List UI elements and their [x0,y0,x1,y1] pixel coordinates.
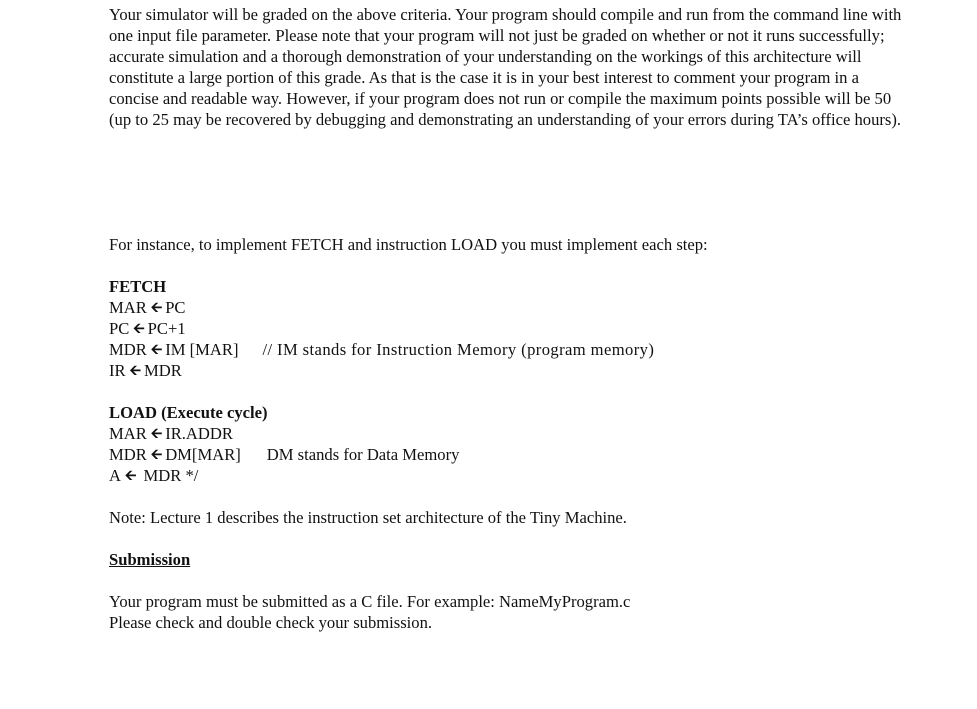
step-src: DM[MAR] [165,445,241,464]
step-src: IM [MAR] [165,340,239,359]
spacer [109,255,909,276]
spacer [109,381,909,402]
fetch-step [109,297,909,318]
step-dest: MAR [109,298,147,317]
step-src: PC [165,298,186,317]
note-text: Note: Lecture 1 describes the instruction set architecture of the Tiny Machine. [109,508,627,527]
spacer [109,486,909,507]
intro-paragraph: Your simulator will be graded on the above criteria. Your program should compile and run from the command line with one input file parameter. Please note that your program will not just be graded on whether or not it runs successfully; accurate simulation and a thorough demonstration of your understanding on the workings of this architecture will constitute a large portion of this grade. As that is the case it is in your best interest to comment your program in a concise and readable way. However, if your program does not run or compile the maximum points possible will be 50 (up to 25 may be recovered by debugging and demonstrating an understanding of your errors during TA’s office hours). [109,5,902,129]
left-arrow-icon: 🡨 [124,468,137,484]
spacer [109,130,909,234]
fetch-step [109,360,909,381]
step-src: PC+1 [147,319,186,338]
load-step [109,444,909,465]
step-comment: DM stands for Data Memory [266,445,460,464]
left-arrow-icon: 🡨 [150,447,163,463]
step-src: MDR [143,361,182,380]
submission-line: Please check and double check your submission. [109,613,433,632]
instance-text: For instance, to implement FETCH and instruction LOAD you must implement each step: [109,235,708,254]
fetch-heading: FETCH [109,277,167,296]
step-dest: MAR [109,424,147,443]
left-arrow-icon: 🡨 [133,321,145,337]
step-dest: IR [109,361,126,380]
submission-line: Your program must be submitted as a C file. For example: NameMyProgram.c [109,592,631,611]
step-dest: MDR [109,340,147,359]
document-page [109,4,909,633]
step-src: MDR */ [139,466,199,485]
step-dest: A [109,466,121,485]
left-arrow-icon: 🡨 [150,426,163,442]
load-step [109,465,909,486]
spacer [109,528,909,549]
left-arrow-icon: 🡨 [150,300,163,316]
spacer [109,570,909,591]
step-dest: MDR [109,445,147,464]
load-heading: LOAD (Execute cycle) [109,403,268,422]
left-arrow-icon: 🡨 [129,363,141,379]
fetch-step [109,339,909,360]
step-comment: // IM stands for Instruction Memory (program memory) [262,340,655,359]
fetch-step [109,318,909,339]
submission-heading: Submission [109,550,191,569]
left-arrow-icon: 🡨 [150,342,163,358]
step-src: IR.ADDR [165,424,233,443]
load-step [109,423,909,444]
step-dest: PC [109,319,130,338]
